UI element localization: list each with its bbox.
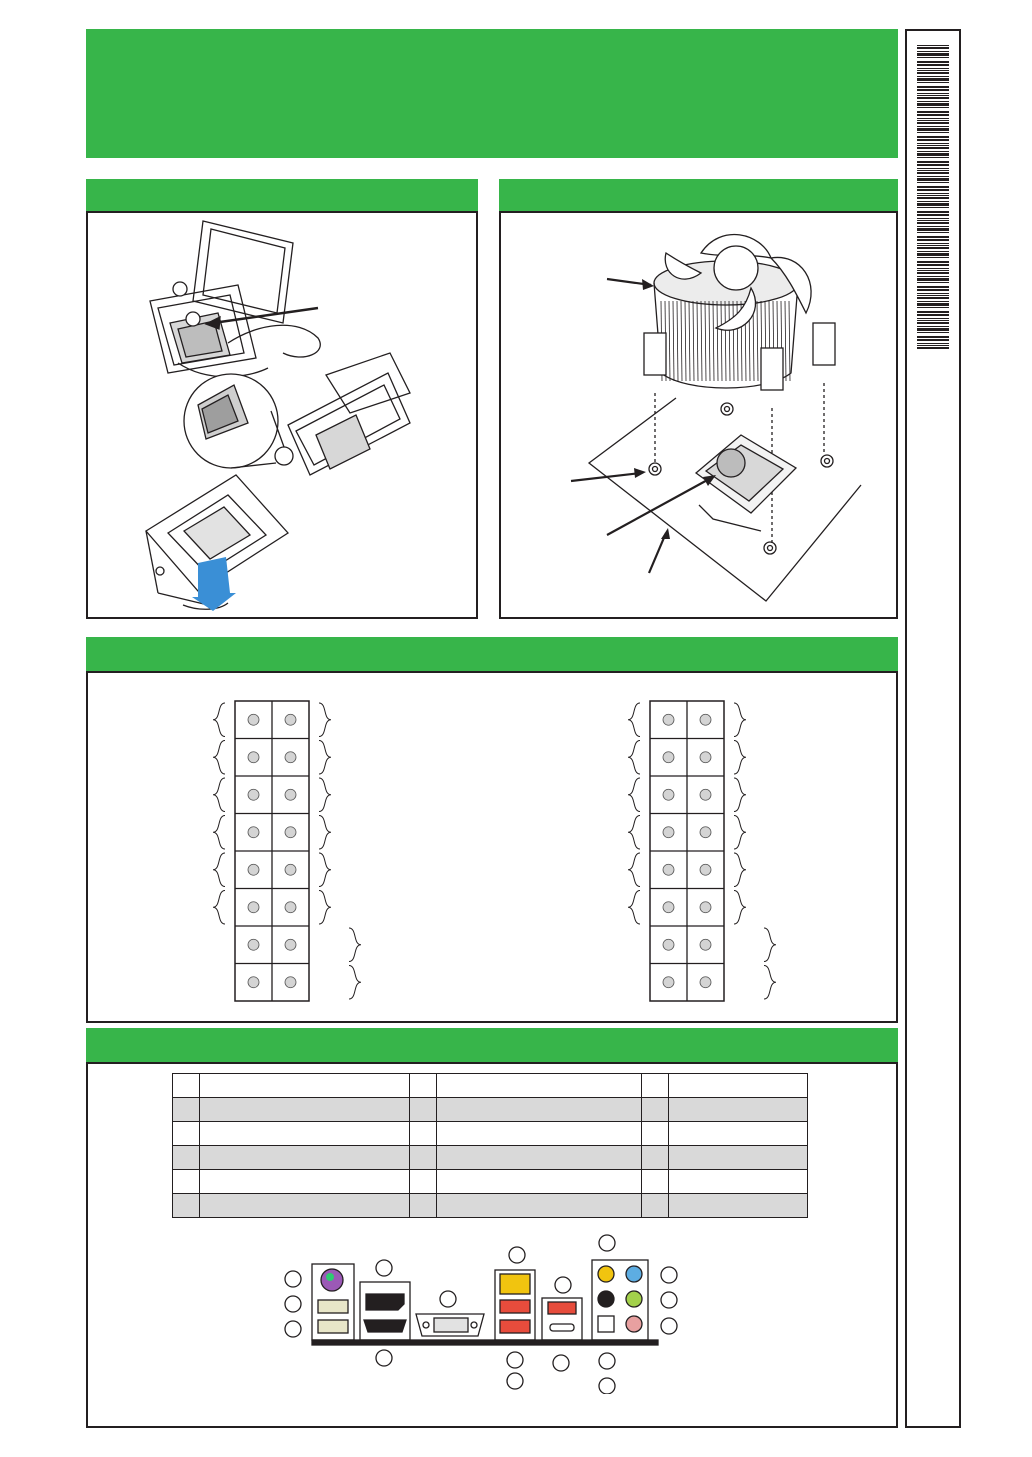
- table-cell-number: [173, 1146, 200, 1170]
- table-cell-label: [437, 1194, 642, 1218]
- header-pin: [663, 939, 674, 950]
- table-cell-number: [173, 1074, 200, 1098]
- header-pin: [663, 714, 674, 725]
- backpanel-section-header: [86, 1028, 898, 1063]
- cooler-section-title: [499, 179, 898, 195]
- table-cell-number: [641, 1098, 668, 1122]
- table-row: [173, 1194, 808, 1218]
- usb-c-port-icon: [550, 1324, 574, 1331]
- header-pin: [285, 827, 296, 838]
- table-cell-number: [641, 1122, 668, 1146]
- table-cell-number: [641, 1170, 668, 1194]
- table-cell-label: [437, 1122, 642, 1146]
- table-cell-label: [200, 1122, 410, 1146]
- header-pin: [700, 789, 711, 800]
- pin-header-left: [213, 701, 361, 1001]
- table-cell-label: [668, 1122, 807, 1146]
- audio-jack-icon: [626, 1316, 642, 1332]
- io-back-panel-diagram: [278, 1234, 718, 1394]
- table-cell-label: [200, 1146, 410, 1170]
- cpu-cooler-icon: [501, 213, 896, 617]
- header-pin: [248, 864, 259, 875]
- header-pin: [285, 864, 296, 875]
- header-pin: [700, 864, 711, 875]
- table-cell-number: [173, 1194, 200, 1218]
- usb-port-icon: [318, 1320, 348, 1333]
- header-pin: [285, 939, 296, 950]
- table-cell-number: [409, 1194, 436, 1218]
- table-cell-number: [409, 1146, 436, 1170]
- cpu-section-title: [86, 179, 478, 195]
- table-cell-number: [409, 1098, 436, 1122]
- cooler-install-panel: [499, 211, 898, 619]
- table-cell-number: [173, 1170, 200, 1194]
- page-title: [86, 29, 898, 57]
- io-reference-table: [172, 1073, 808, 1218]
- header-pin: [248, 827, 259, 838]
- table-cell-label: [668, 1170, 807, 1194]
- table-cell-label: [200, 1170, 410, 1194]
- header-pin: [248, 789, 259, 800]
- usb-port-icon: [318, 1300, 348, 1313]
- audio-jack-icon: [626, 1291, 642, 1307]
- table-cell-label: [668, 1146, 807, 1170]
- header-pin: [663, 827, 674, 838]
- table-cell-label: [668, 1098, 807, 1122]
- table-row: [173, 1074, 808, 1098]
- header-pin: [285, 789, 296, 800]
- table-cell-label: [437, 1146, 642, 1170]
- table-row: [173, 1146, 808, 1170]
- barcode-strip: [905, 29, 961, 1428]
- displayport-icon: [366, 1294, 404, 1310]
- usb-port-icon: [548, 1302, 576, 1314]
- pin-header-right: [628, 701, 776, 1001]
- header-pin: [285, 977, 296, 988]
- headers-section-header: [86, 637, 898, 672]
- table-cell-number: [409, 1074, 436, 1098]
- audio-jack-icon: [598, 1291, 614, 1307]
- hdmi-port-icon: [364, 1320, 406, 1332]
- table-cell-number: [173, 1122, 200, 1146]
- table-cell-label: [200, 1074, 410, 1098]
- audio-jack-icon: [626, 1266, 642, 1282]
- header-pin: [663, 789, 674, 800]
- header-pin: [285, 714, 296, 725]
- headers-panel: [86, 671, 898, 1023]
- cpu-section-header: [86, 179, 478, 212]
- rj45-port-icon: [500, 1274, 530, 1294]
- table-cell-number: [641, 1194, 668, 1218]
- header-pin: [700, 977, 711, 988]
- table-cell-label: [668, 1194, 807, 1218]
- barcode-icon: [907, 31, 959, 1426]
- table-cell-label: [437, 1074, 642, 1098]
- table-row: [173, 1170, 808, 1194]
- table-cell-label: [200, 1194, 410, 1218]
- header-pin: [663, 864, 674, 875]
- header-pin: [663, 902, 674, 913]
- table-row: [173, 1122, 808, 1146]
- header-pin: [663, 977, 674, 988]
- header-pin: [248, 977, 259, 988]
- header-pin: [285, 752, 296, 763]
- cpu-socket-icon: [88, 213, 476, 617]
- optical-spdif-icon: [598, 1316, 614, 1332]
- header-pin: [285, 902, 296, 913]
- header-pin: [700, 902, 711, 913]
- table-cell-number: [641, 1074, 668, 1098]
- table-cell-number: [409, 1170, 436, 1194]
- usb-port-icon: [500, 1320, 530, 1333]
- header-pin: [700, 752, 711, 763]
- audio-jack-icon: [598, 1266, 614, 1282]
- header-pin: [248, 714, 259, 725]
- usb-port-icon: [500, 1300, 530, 1313]
- header-pin: [700, 827, 711, 838]
- table-cell-number: [173, 1098, 200, 1122]
- header-pin: [248, 902, 259, 913]
- header-pin: [248, 939, 259, 950]
- pin-header-diagram: [88, 673, 896, 1021]
- table-cell-label: [437, 1170, 642, 1194]
- table-cell-label: [668, 1074, 807, 1098]
- table-cell-label: [200, 1098, 410, 1122]
- table-row: [173, 1098, 808, 1122]
- header-banner: [86, 29, 898, 158]
- header-pin: [248, 752, 259, 763]
- cpu-install-panel: [86, 211, 478, 619]
- header-pin: [700, 939, 711, 950]
- header-pin: [700, 714, 711, 725]
- backpanel-section-title: [86, 1028, 898, 1044]
- table-cell-number: [641, 1146, 668, 1170]
- cooler-section-header: [499, 179, 898, 212]
- headers-section-title: [86, 637, 898, 653]
- table-cell-number: [409, 1122, 436, 1146]
- table-cell-label: [437, 1098, 642, 1122]
- header-pin: [663, 752, 674, 763]
